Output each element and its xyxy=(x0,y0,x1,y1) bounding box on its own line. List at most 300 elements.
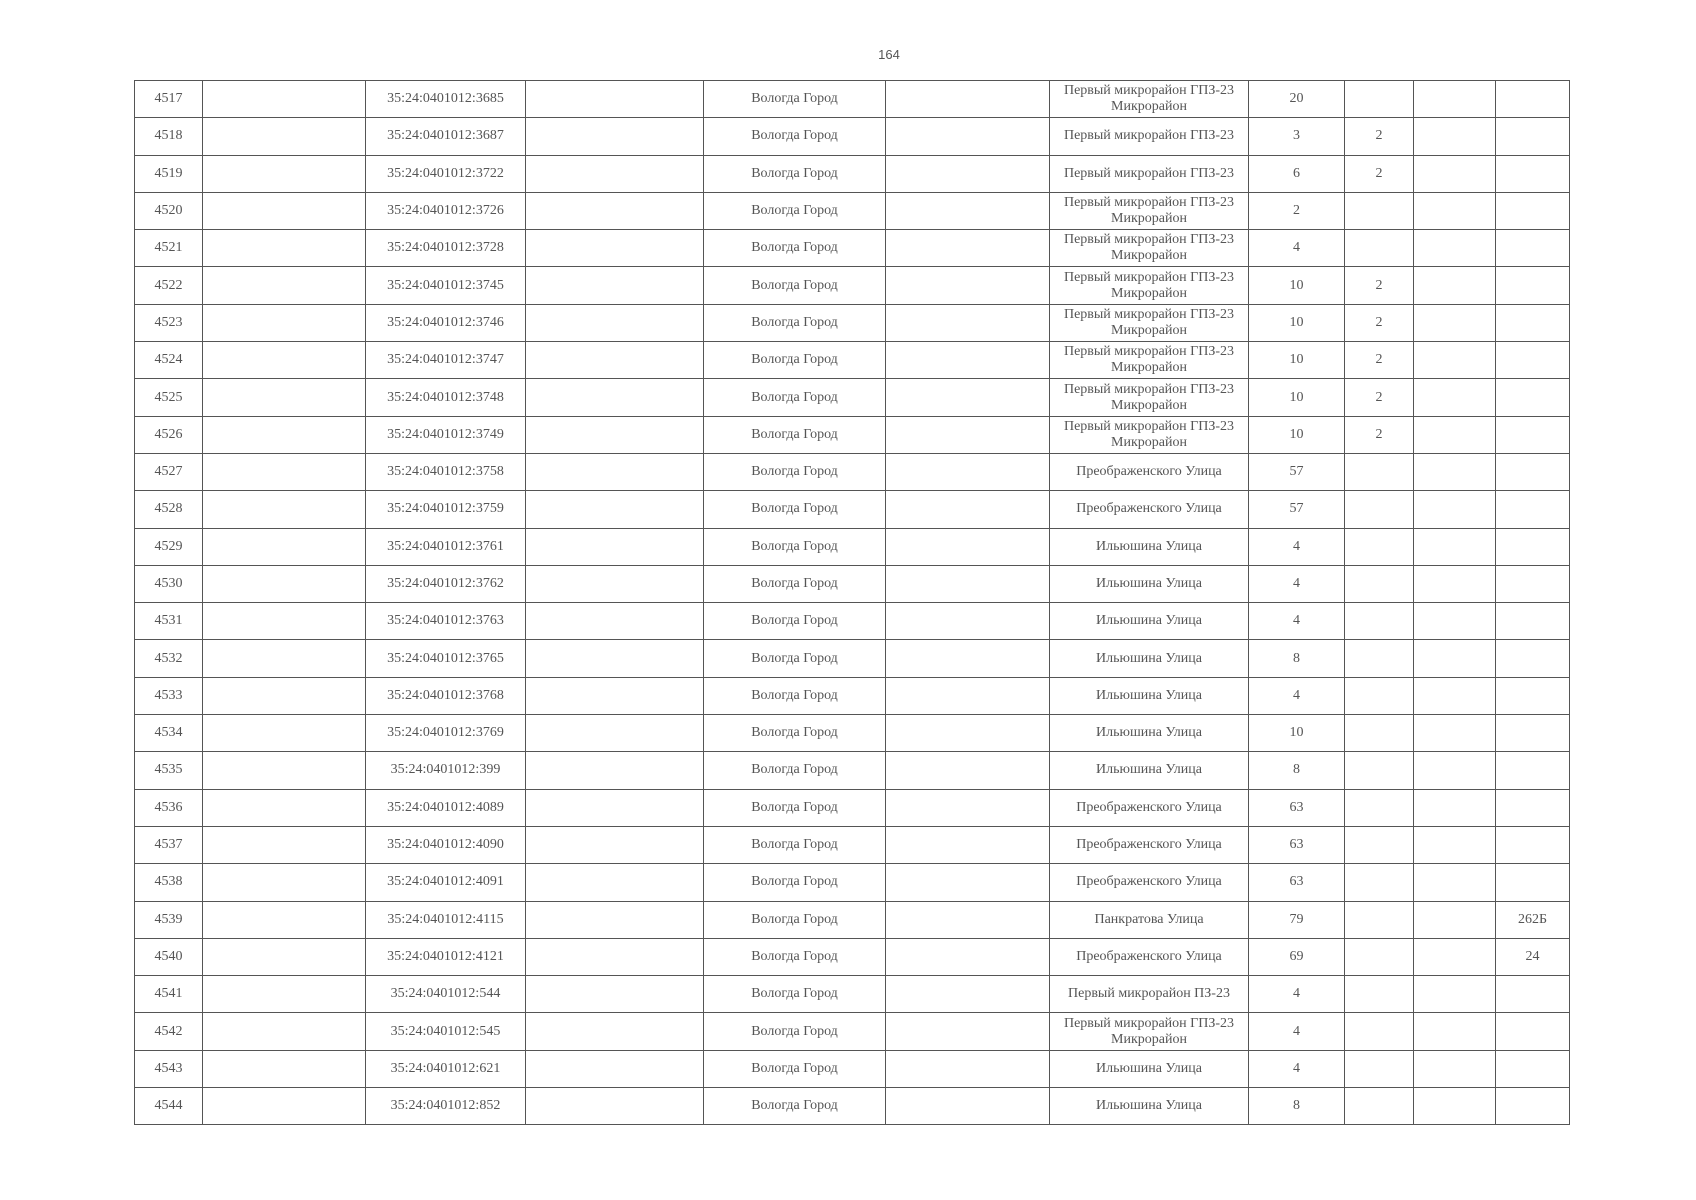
blank-cell xyxy=(526,81,704,118)
settlement-cell: Вологда Город xyxy=(704,715,886,752)
row-number-cell: 4539 xyxy=(135,901,203,938)
building-cell: 2 xyxy=(1345,118,1414,155)
blank-cell xyxy=(886,304,1050,341)
blank-cell xyxy=(526,1050,704,1087)
street-cell: Ильюшина Улица xyxy=(1050,715,1249,752)
structure-cell xyxy=(1414,864,1496,901)
table-row xyxy=(135,901,1570,938)
street-cell: Преображенского Улица xyxy=(1050,789,1249,826)
row-number-cell: 4541 xyxy=(135,976,203,1013)
blank-cell xyxy=(526,118,704,155)
street-cell: Первый микрорайон ГПЗ-23 Микрорайон xyxy=(1050,192,1249,229)
table-row xyxy=(135,491,1570,528)
structure-cell xyxy=(1414,192,1496,229)
settlement-cell: Вологда Город xyxy=(704,267,886,304)
street-cell: Ильюшина Улица xyxy=(1050,752,1249,789)
settlement-cell: Вологда Город xyxy=(704,453,886,490)
blank-cell xyxy=(886,1088,1050,1125)
apartment-cell xyxy=(1496,677,1570,714)
house-number-cell: 4 xyxy=(1249,528,1345,565)
table-row xyxy=(135,118,1570,155)
building-cell xyxy=(1345,453,1414,490)
apartment-cell: 262Б xyxy=(1496,901,1570,938)
blank-cell xyxy=(886,453,1050,490)
cadastral-number-cell: 35:24:0401012:3728 xyxy=(366,230,526,267)
cadastral-number-cell: 35:24:0401012:4090 xyxy=(366,826,526,863)
blank-cell xyxy=(526,603,704,640)
blank-cell xyxy=(526,155,704,192)
table-row xyxy=(135,1088,1570,1125)
blank-cell xyxy=(526,304,704,341)
row-number-cell: 4520 xyxy=(135,192,203,229)
blank-cell xyxy=(526,230,704,267)
row-number-cell: 4543 xyxy=(135,1050,203,1087)
house-number-cell: 4 xyxy=(1249,1013,1345,1050)
cadastral-number-cell: 35:24:0401012:4115 xyxy=(366,901,526,938)
blank-cell xyxy=(203,938,366,975)
apartment-cell xyxy=(1496,752,1570,789)
structure-cell xyxy=(1414,976,1496,1013)
blank-cell xyxy=(886,715,1050,752)
structure-cell xyxy=(1414,230,1496,267)
building-cell xyxy=(1345,789,1414,826)
structure-cell xyxy=(1414,267,1496,304)
blank-cell xyxy=(526,752,704,789)
apartment-cell xyxy=(1496,230,1570,267)
blank-cell xyxy=(203,1050,366,1087)
cadastral-number-cell: 35:24:0401012:399 xyxy=(366,752,526,789)
table-row xyxy=(135,826,1570,863)
blank-cell xyxy=(526,1013,704,1050)
row-number-cell: 4532 xyxy=(135,640,203,677)
structure-cell xyxy=(1414,342,1496,379)
blank-cell xyxy=(886,1050,1050,1087)
structure-cell xyxy=(1414,826,1496,863)
apartment-cell xyxy=(1496,491,1570,528)
cadastral-number-cell: 35:24:0401012:3726 xyxy=(366,192,526,229)
building-cell: 2 xyxy=(1345,155,1414,192)
building-cell xyxy=(1345,528,1414,565)
cadastral-number-cell: 35:24:0401012:621 xyxy=(366,1050,526,1087)
building-cell xyxy=(1345,752,1414,789)
table-row xyxy=(135,528,1570,565)
blank-cell xyxy=(526,826,704,863)
blank-cell xyxy=(526,901,704,938)
apartment-cell xyxy=(1496,789,1570,826)
house-number-cell: 63 xyxy=(1249,826,1345,863)
building-cell xyxy=(1345,976,1414,1013)
apartment-cell xyxy=(1496,416,1570,453)
structure-cell xyxy=(1414,304,1496,341)
house-number-cell: 10 xyxy=(1249,379,1345,416)
apartment-cell xyxy=(1496,603,1570,640)
settlement-cell: Вологда Город xyxy=(704,976,886,1013)
apartment-cell xyxy=(1496,267,1570,304)
apartment-cell xyxy=(1496,192,1570,229)
structure-cell xyxy=(1414,118,1496,155)
page-number: 164 xyxy=(878,47,900,62)
structure-cell xyxy=(1414,416,1496,453)
settlement-cell: Вологда Город xyxy=(704,416,886,453)
building-cell xyxy=(1345,491,1414,528)
table-row xyxy=(135,453,1570,490)
house-number-cell: 6 xyxy=(1249,155,1345,192)
structure-cell xyxy=(1414,155,1496,192)
cadastral-number-cell: 35:24:0401012:3685 xyxy=(366,81,526,118)
row-number-cell: 4525 xyxy=(135,379,203,416)
blank-cell xyxy=(203,230,366,267)
cadastral-number-cell: 35:24:0401012:3765 xyxy=(366,640,526,677)
blank-cell xyxy=(886,118,1050,155)
house-number-cell: 10 xyxy=(1249,416,1345,453)
house-number-cell: 57 xyxy=(1249,491,1345,528)
table-row xyxy=(135,603,1570,640)
apartment-cell xyxy=(1496,342,1570,379)
settlement-cell: Вологда Город xyxy=(704,603,886,640)
street-cell: Первый микрорайон ГПЗ-23 Микрорайон xyxy=(1050,304,1249,341)
street-cell: Первый микрорайон ГПЗ-23 Микрорайон xyxy=(1050,379,1249,416)
house-number-cell: 4 xyxy=(1249,1050,1345,1087)
building-cell xyxy=(1345,1088,1414,1125)
cadastral-number-cell: 35:24:0401012:3745 xyxy=(366,267,526,304)
street-cell: Преображенского Улица xyxy=(1050,491,1249,528)
structure-cell xyxy=(1414,81,1496,118)
row-number-cell: 4517 xyxy=(135,81,203,118)
blank-cell xyxy=(886,752,1050,789)
apartment-cell xyxy=(1496,715,1570,752)
settlement-cell: Вологда Город xyxy=(704,155,886,192)
street-cell: Преображенского Улица xyxy=(1050,864,1249,901)
street-cell: Ильюшина Улица xyxy=(1050,528,1249,565)
apartment-cell xyxy=(1496,976,1570,1013)
house-number-cell: 63 xyxy=(1249,864,1345,901)
blank-cell xyxy=(886,864,1050,901)
house-number-cell: 63 xyxy=(1249,789,1345,826)
apartment-cell xyxy=(1496,1088,1570,1125)
settlement-cell: Вологда Город xyxy=(704,901,886,938)
settlement-cell: Вологда Город xyxy=(704,192,886,229)
cadastral-number-cell: 35:24:0401012:3748 xyxy=(366,379,526,416)
house-number-cell: 2 xyxy=(1249,192,1345,229)
blank-cell xyxy=(886,491,1050,528)
house-number-cell: 4 xyxy=(1249,677,1345,714)
table-row xyxy=(135,677,1570,714)
house-number-cell: 4 xyxy=(1249,565,1345,602)
building-cell xyxy=(1345,192,1414,229)
cadastral-number-cell: 35:24:0401012:3769 xyxy=(366,715,526,752)
blank-cell xyxy=(526,938,704,975)
building-cell: 2 xyxy=(1345,416,1414,453)
blank-cell xyxy=(203,640,366,677)
blank-cell xyxy=(886,342,1050,379)
blank-cell xyxy=(203,491,366,528)
blank-cell xyxy=(203,267,366,304)
row-number-cell: 4533 xyxy=(135,677,203,714)
settlement-cell: Вологда Город xyxy=(704,640,886,677)
blank-cell xyxy=(203,603,366,640)
street-cell: Ильюшина Улица xyxy=(1050,565,1249,602)
row-number-cell: 4518 xyxy=(135,118,203,155)
house-number-cell: 69 xyxy=(1249,938,1345,975)
cadastral-number-cell: 35:24:0401012:544 xyxy=(366,976,526,1013)
row-number-cell: 4519 xyxy=(135,155,203,192)
street-cell: Первый микрорайон ГПЗ-23 Микрорайон xyxy=(1050,1013,1249,1050)
blank-cell xyxy=(526,342,704,379)
blank-cell xyxy=(526,864,704,901)
house-number-cell: 4 xyxy=(1249,230,1345,267)
blank-cell xyxy=(526,192,704,229)
house-number-cell: 10 xyxy=(1249,304,1345,341)
apartment-cell xyxy=(1496,1050,1570,1087)
apartment-cell xyxy=(1496,81,1570,118)
blank-cell xyxy=(203,677,366,714)
apartment-cell xyxy=(1496,565,1570,602)
apartment-cell xyxy=(1496,1013,1570,1050)
row-number-cell: 4528 xyxy=(135,491,203,528)
blank-cell xyxy=(886,976,1050,1013)
building-cell xyxy=(1345,677,1414,714)
blank-cell xyxy=(526,677,704,714)
street-cell: Первый микрорайон ГПЗ-23 Микрорайон xyxy=(1050,342,1249,379)
settlement-cell: Вологда Город xyxy=(704,1088,886,1125)
blank-cell xyxy=(886,379,1050,416)
structure-cell xyxy=(1414,528,1496,565)
cadastral-number-cell: 35:24:0401012:4091 xyxy=(366,864,526,901)
cadastral-number-cell: 35:24:0401012:3687 xyxy=(366,118,526,155)
house-number-cell: 3 xyxy=(1249,118,1345,155)
row-number-cell: 4535 xyxy=(135,752,203,789)
cadastral-number-cell: 35:24:0401012:3722 xyxy=(366,155,526,192)
building-cell xyxy=(1345,715,1414,752)
blank-cell xyxy=(203,901,366,938)
settlement-cell: Вологда Город xyxy=(704,304,886,341)
table-row xyxy=(135,1050,1570,1087)
cadastral-number-cell: 35:24:0401012:545 xyxy=(366,1013,526,1050)
street-cell: Первый микрорайон ГПЗ-23 xyxy=(1050,155,1249,192)
structure-cell xyxy=(1414,603,1496,640)
settlement-cell: Вологда Город xyxy=(704,677,886,714)
blank-cell xyxy=(203,379,366,416)
apartment-cell xyxy=(1496,640,1570,677)
cadastral-number-cell: 35:24:0401012:3761 xyxy=(366,528,526,565)
cadastral-number-cell: 35:24:0401012:4121 xyxy=(366,938,526,975)
row-number-cell: 4537 xyxy=(135,826,203,863)
street-cell: Ильюшина Улица xyxy=(1050,1050,1249,1087)
row-number-cell: 4529 xyxy=(135,528,203,565)
row-number-cell: 4527 xyxy=(135,453,203,490)
structure-cell xyxy=(1414,1050,1496,1087)
blank-cell xyxy=(203,864,366,901)
blank-cell xyxy=(203,715,366,752)
table-row xyxy=(135,715,1570,752)
structure-cell xyxy=(1414,938,1496,975)
house-number-cell: 4 xyxy=(1249,976,1345,1013)
building-cell xyxy=(1345,640,1414,677)
settlement-cell: Вологда Город xyxy=(704,118,886,155)
structure-cell xyxy=(1414,453,1496,490)
blank-cell xyxy=(203,565,366,602)
building-cell: 2 xyxy=(1345,267,1414,304)
registry-table xyxy=(134,80,1570,1125)
row-number-cell: 4542 xyxy=(135,1013,203,1050)
settlement-cell: Вологда Город xyxy=(704,491,886,528)
cadastral-number-cell: 35:24:0401012:3763 xyxy=(366,603,526,640)
structure-cell xyxy=(1414,1088,1496,1125)
cadastral-number-cell: 35:24:0401012:852 xyxy=(366,1088,526,1125)
settlement-cell: Вологда Город xyxy=(704,565,886,602)
blank-cell xyxy=(886,416,1050,453)
row-number-cell: 4531 xyxy=(135,603,203,640)
blank-cell xyxy=(203,192,366,229)
blank-cell xyxy=(203,416,366,453)
house-number-cell: 8 xyxy=(1249,752,1345,789)
building-cell xyxy=(1345,81,1414,118)
blank-cell xyxy=(886,155,1050,192)
blank-cell xyxy=(526,976,704,1013)
settlement-cell: Вологда Город xyxy=(704,752,886,789)
row-number-cell: 4524 xyxy=(135,342,203,379)
street-cell: Первый микрорайон ГПЗ-23 Микрорайон xyxy=(1050,81,1249,118)
table-row xyxy=(135,416,1570,453)
cadastral-number-cell: 35:24:0401012:3749 xyxy=(366,416,526,453)
house-number-cell: 79 xyxy=(1249,901,1345,938)
building-cell xyxy=(1345,938,1414,975)
row-number-cell: 4522 xyxy=(135,267,203,304)
blank-cell xyxy=(526,267,704,304)
building-cell xyxy=(1345,1050,1414,1087)
blank-cell xyxy=(886,528,1050,565)
blank-cell xyxy=(886,192,1050,229)
row-number-cell: 4530 xyxy=(135,565,203,602)
blank-cell xyxy=(886,789,1050,826)
building-cell xyxy=(1345,565,1414,602)
street-cell: Первый микрорайон ГПЗ-23 Микрорайон xyxy=(1050,416,1249,453)
structure-cell xyxy=(1414,789,1496,826)
street-cell: Панкратова Улица xyxy=(1050,901,1249,938)
blank-cell xyxy=(526,379,704,416)
table-row xyxy=(135,192,1570,229)
settlement-cell: Вологда Город xyxy=(704,379,886,416)
building-cell xyxy=(1345,603,1414,640)
house-number-cell: 20 xyxy=(1249,81,1345,118)
blank-cell xyxy=(203,453,366,490)
row-number-cell: 4521 xyxy=(135,230,203,267)
blank-cell xyxy=(886,81,1050,118)
blank-cell xyxy=(526,789,704,826)
blank-cell xyxy=(886,230,1050,267)
table-row xyxy=(135,938,1570,975)
blank-cell xyxy=(886,938,1050,975)
building-cell: 2 xyxy=(1345,304,1414,341)
apartment-cell xyxy=(1496,453,1570,490)
blank-cell xyxy=(526,565,704,602)
structure-cell xyxy=(1414,901,1496,938)
table-row xyxy=(135,976,1570,1013)
table-row xyxy=(135,640,1570,677)
structure-cell xyxy=(1414,379,1496,416)
house-number-cell: 10 xyxy=(1249,715,1345,752)
street-cell: Преображенского Улица xyxy=(1050,938,1249,975)
row-number-cell: 4540 xyxy=(135,938,203,975)
apartment-cell xyxy=(1496,304,1570,341)
blank-cell xyxy=(886,901,1050,938)
street-cell: Ильюшина Улица xyxy=(1050,603,1249,640)
structure-cell xyxy=(1414,491,1496,528)
cadastral-number-cell: 35:24:0401012:4089 xyxy=(366,789,526,826)
street-cell: Первый микрорайон ГПЗ-23 Микрорайон xyxy=(1050,267,1249,304)
table-row xyxy=(135,267,1570,304)
row-number-cell: 4534 xyxy=(135,715,203,752)
building-cell xyxy=(1345,901,1414,938)
settlement-cell: Вологда Город xyxy=(704,1050,886,1087)
blank-cell xyxy=(203,1013,366,1050)
house-number-cell: 10 xyxy=(1249,267,1345,304)
building-cell: 2 xyxy=(1345,342,1414,379)
house-number-cell: 10 xyxy=(1249,342,1345,379)
table-row xyxy=(135,1013,1570,1050)
blank-cell xyxy=(526,528,704,565)
blank-cell xyxy=(203,976,366,1013)
table-row xyxy=(135,155,1570,192)
apartment-cell xyxy=(1496,118,1570,155)
cadastral-number-cell: 35:24:0401012:3758 xyxy=(366,453,526,490)
blank-cell xyxy=(886,1013,1050,1050)
structure-cell xyxy=(1414,1013,1496,1050)
blank-cell xyxy=(203,304,366,341)
row-number-cell: 4544 xyxy=(135,1088,203,1125)
house-number-cell: 8 xyxy=(1249,640,1345,677)
blank-cell xyxy=(203,528,366,565)
house-number-cell: 4 xyxy=(1249,603,1345,640)
apartment-cell xyxy=(1496,528,1570,565)
table-row xyxy=(135,789,1570,826)
blank-cell xyxy=(886,640,1050,677)
building-cell xyxy=(1345,864,1414,901)
structure-cell xyxy=(1414,752,1496,789)
cadastral-number-cell: 35:24:0401012:3762 xyxy=(366,565,526,602)
settlement-cell: Вологда Город xyxy=(704,528,886,565)
table-row xyxy=(135,379,1570,416)
apartment-cell xyxy=(1496,864,1570,901)
street-cell: Ильюшина Улица xyxy=(1050,640,1249,677)
apartment-cell xyxy=(1496,826,1570,863)
table-row xyxy=(135,81,1570,118)
building-cell xyxy=(1345,230,1414,267)
street-cell: Первый микрорайон ГПЗ-23 Микрорайон xyxy=(1050,230,1249,267)
settlement-cell: Вологда Город xyxy=(704,864,886,901)
street-cell: Ильюшина Улица xyxy=(1050,1088,1249,1125)
settlement-cell: Вологда Город xyxy=(704,1013,886,1050)
cadastral-number-cell: 35:24:0401012:3759 xyxy=(366,491,526,528)
structure-cell xyxy=(1414,640,1496,677)
table-row xyxy=(135,864,1570,901)
settlement-cell: Вологда Город xyxy=(704,826,886,863)
settlement-cell: Вологда Город xyxy=(704,342,886,379)
table-row xyxy=(135,230,1570,267)
structure-cell xyxy=(1414,715,1496,752)
street-cell: Первый микрорайон ГПЗ-23 xyxy=(1050,118,1249,155)
blank-cell xyxy=(526,640,704,677)
table-row xyxy=(135,752,1570,789)
blank-cell xyxy=(526,416,704,453)
settlement-cell: Вологда Город xyxy=(704,789,886,826)
blank-cell xyxy=(203,752,366,789)
blank-cell xyxy=(886,677,1050,714)
row-number-cell: 4523 xyxy=(135,304,203,341)
building-cell xyxy=(1345,1013,1414,1050)
table-row xyxy=(135,342,1570,379)
blank-cell xyxy=(203,1088,366,1125)
